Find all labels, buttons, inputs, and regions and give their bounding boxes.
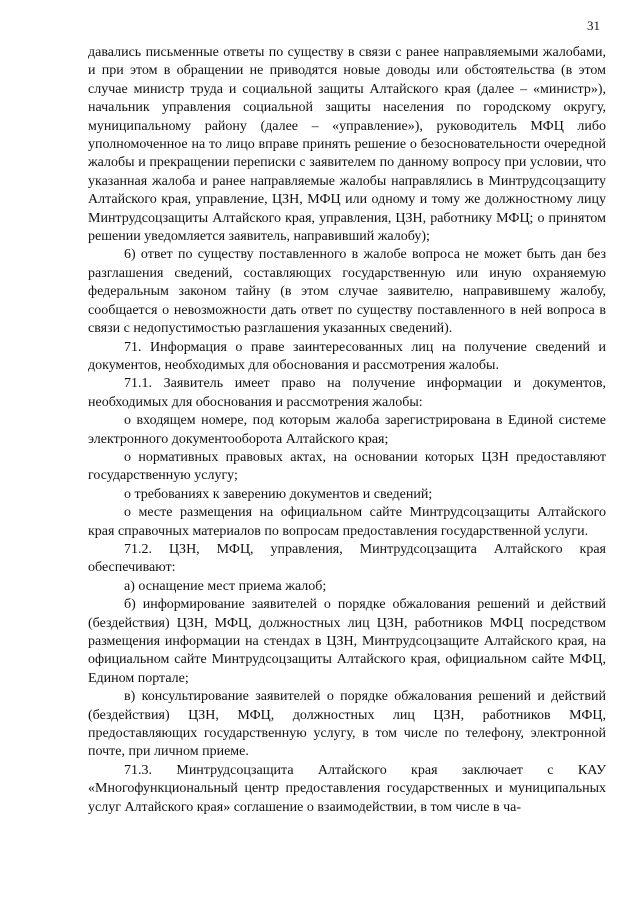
paragraph-item-b: б) информирование заявителей о порядке обжалования решений и действий (бездействия) ЦЗН, МФЦ, должностных лиц ЦЗН, работников МФЦ посредством размещения информации на стендах в ЦЗН, Минтрудсоцзащите Алтайского края, на официальном сайте Минтрудсоцзащиты Алтайского края, официальном сайте МФЦ, Едином портале; xyxy=(88,597,606,686)
document-body xyxy=(88,44,606,817)
paragraph-section-71-1: 71.1. Заявитель имеет право на получение информации и документов, необходимых для обоснования и рассмотрения жалобы: xyxy=(88,376,606,410)
paragraph-section-71-3: 71.3. Минтрудсоцзащита Алтайского края заключает с КАУ «Многофункциональный центр предоставления государственных и муниципальных услуг Алтайского края» соглашение о взаимодействии, в том числе в ча- xyxy=(88,762,606,815)
paragraph-section-71-2: 71.2. ЦЗН, МФЦ, управления, Минтрудсоцзащита Алтайского края обеспечивают: xyxy=(88,541,606,576)
paragraph-reference-materials: о месте размещения на официальном сайте Минтрудсоцзащиты Алтайского края справочных материалов по вопросам предоставления государственной услуги. xyxy=(88,505,606,539)
paragraph-legal-acts: о нормативных правовых актах, на основании которых ЦЗН предоставляют государственную услугу; xyxy=(88,449,606,484)
paragraph-section-71: 71. Информация о праве заинтересованных лиц на получение сведений и документов, необходимых для обоснования и рассмотрения жалобы. xyxy=(88,339,606,373)
paragraph-incoming-number: о входящем номере, под которым жалоба зарегистрирована в Единой системе электронного документооборота Алтайского края; xyxy=(88,413,606,447)
paragraph-continuation: давались письменные ответы по существу в связи с ранее направляемыми жалобами, и при этом в обращении не приводятся новые доводы или обстоятельства (в этом случае министр труда и социальной защиты Алтайского края (далее – «министр»), начальник управления социальной защиты населения по городскому округу, муниципальному району (далее – «управление»), руководитель МФЦ либо уполномоченное на то лицо вправе принять решение о безосновательности очередной жалобы и прекращении переписки с заявителем по данному вопросу при условии, что указанная жалоба и ранее направляемые жалобы направлялись в Минтрудсоцзащиту Алтайского края, управление, ЦЗН, МФЦ или одному и тому же должностному лицу Минтрудсоцзащиты Алтайского края, управления, ЦЗН, работнику МФЦ; о принятом решении уведомляется заявитель, направивший жалобу); xyxy=(88,45,606,245)
paragraph-item-a: а) оснащение мест приема жалоб; xyxy=(124,578,327,594)
page-number: 31 xyxy=(587,18,600,33)
paragraph-certification-requirements: о требованиях к заверению документов и сведений; xyxy=(124,486,433,502)
paragraph-item-6: 6) ответ по существу поставленного в жалобе вопроса не может быть дан без разглашения сведений, составляющих государственную или иную охраняемую федеральным законом тайну (в этом случае заявителю, направившему жалобу, сообщается о невозможности дать ответ по существу поставленного в ней вопроса в связи с недопустимостью разглашения указанных сведений). xyxy=(88,247,606,337)
paragraph-item-v: в) консультирование заявителей о порядке обжалования решений и действий (бездействия) ЦЗН, МФЦ, должностных лиц ЦЗН, работников МФЦ, предоставляющих государственную услугу, в том числе по телефону, электронной почте, при личном приеме. xyxy=(88,689,606,760)
